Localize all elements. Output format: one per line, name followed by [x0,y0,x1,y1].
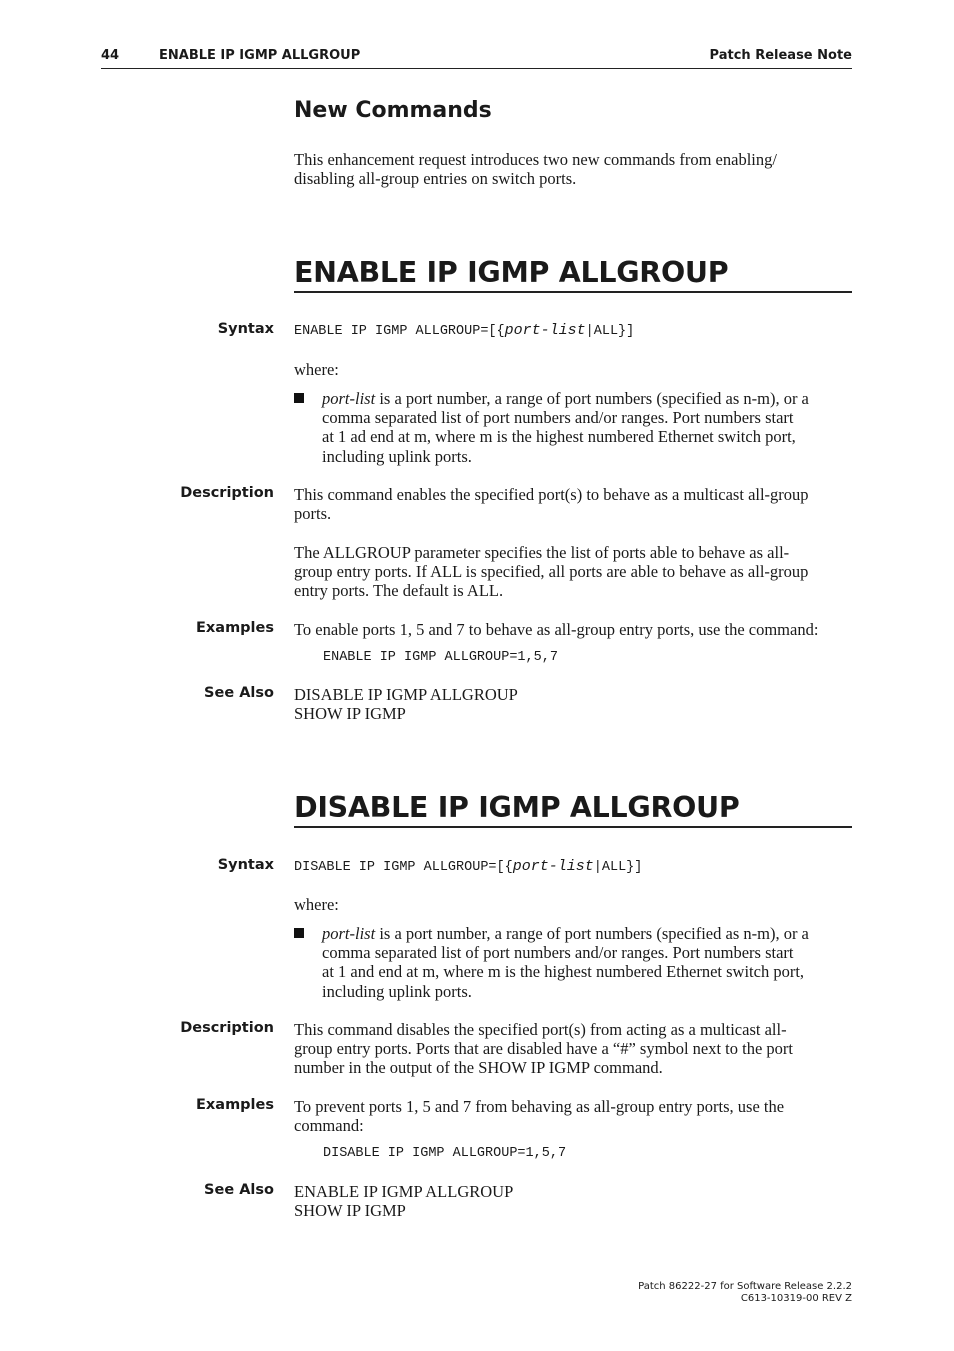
bullet-line: at 1 and end at m, where m is the highest numbered Ethernet switch port, [322,962,805,982]
desc-line: The ALLGROUP parameter specifies the list of ports able to behave as all- [294,543,790,562]
enable-example-text: To enable ports 1, 5 and 7 to behave as all-group entry ports, use the command: [294,620,819,639]
header-doc-title: Patch Release Note [709,48,852,63]
desc-line: ports. [294,504,332,524]
syntax-suffix: |ALL}] [585,324,635,339]
bullet-line: at 1 ad end at m, where m is the highest numbered Ethernet switch port, [322,427,796,447]
syntax-prefix: DISABLE IP IGMP ALLGROUP=[{ [294,860,513,875]
see-also-link: DISABLE IP IGMP ALLGROUP [294,685,518,704]
disable-where: where: [294,895,339,914]
see-also-link: ENABLE IP IGMP ALLGROUP [294,1182,514,1201]
enable-examples-label: Examples [196,620,274,636]
page-number: 44 [101,48,120,63]
footer-line: Patch 86222-27 for Software Release 2.2.2 [638,1281,852,1292]
enable-example-code: ENABLE IP IGMP ALLGROUP=1,5,7 [323,650,558,665]
bullet-term: port-list [322,924,376,943]
enable-description-p2 [294,543,856,601]
disable-syntax-label: Syntax [217,857,274,873]
header-section-title: ENABLE IP IGMP ALLGROUP [159,48,361,63]
new-commands-heading: New Commands [294,98,492,123]
bullet-line [322,924,852,943]
desc-line: number in the output of the SHOW IP IGMP command. [294,1058,663,1078]
disable-example-text [294,1097,856,1135]
new-commands-intro [294,150,856,188]
bullet-line: including uplink ports. [322,446,472,466]
enable-section-title: ENABLE IP IGMP ALLGROUP [294,256,852,293]
enable-syntax-label: Syntax [217,321,274,337]
bullet-rest: is a port number, a range of port numbers (specified as n-m), or a [375,924,809,943]
disable-syntax [294,858,642,875]
syntax-param: port-list [512,858,594,875]
page-footer [638,1281,852,1305]
bullet-line [322,389,852,408]
syntax-prefix: ENABLE IP IGMP ALLGROUP=[{ [294,324,505,339]
see-also-link: SHOW IP IGMP [294,1201,406,1221]
intro-line: disabling all-group entries on switch ports. [294,169,577,189]
desc-line: entry ports. The default is ALL. [294,581,504,601]
disable-description [294,1020,856,1078]
bullet-line: including uplink ports. [322,981,472,1001]
disable-see-also [294,1182,856,1220]
bullet-term: port-list [322,389,376,408]
enable-syntax [294,322,634,339]
disable-examples-label: Examples [196,1097,274,1113]
see-also-link: SHOW IP IGMP [294,704,406,724]
footer-line: C613-10319-00 REV Z [740,1293,852,1304]
desc-line: This command enables the specified port(s) to behave as a multicast all-group [294,485,809,504]
disable-see-also-label: See Also [204,1182,274,1198]
bullet-line: comma separated list of port numbers and/or ranges. Port numbers start [322,943,794,963]
syntax-param: port-list [504,322,586,339]
bullet-line: comma separated list of port numbers and/or ranges. Port numbers start [322,408,794,428]
enable-bullet-text [322,389,852,466]
desc-line: group entry ports. Ports that are disabled have a “#” symbol next to the port [294,1039,794,1059]
running-header [101,48,852,69]
enable-see-also-label: See Also [204,685,274,701]
disable-example-code: DISABLE IP IGMP ALLGROUP=1,5,7 [323,1146,567,1161]
disable-bullet-text [322,924,852,1001]
intro-line: This enhancement request introduces two new commands from enabling/ [294,150,777,169]
example-line: command: [294,1116,364,1136]
enable-where: where: [294,360,339,379]
enable-description-p1 [294,485,856,523]
syntax-suffix: |ALL}] [593,860,643,875]
example-line: To prevent ports 1, 5 and 7 from behaving as all-group entry ports, use the [294,1097,785,1116]
disable-section-title: DISABLE IP IGMP ALLGROUP [294,791,852,828]
bullet-rest: is a port number, a range of port numbers (specified as n-m), or a [375,389,809,408]
desc-line: group entry ports. If ALL is specified, all ports are able to behave as all-group [294,562,809,582]
disable-description-label: Description [180,1020,274,1036]
enable-see-also [294,685,856,723]
enable-description-label: Description [180,485,274,501]
bullet-square-icon [294,393,304,403]
bullet-square-icon [294,928,304,938]
desc-line: This command disables the specified port(s) from acting as a multicast all- [294,1020,787,1039]
